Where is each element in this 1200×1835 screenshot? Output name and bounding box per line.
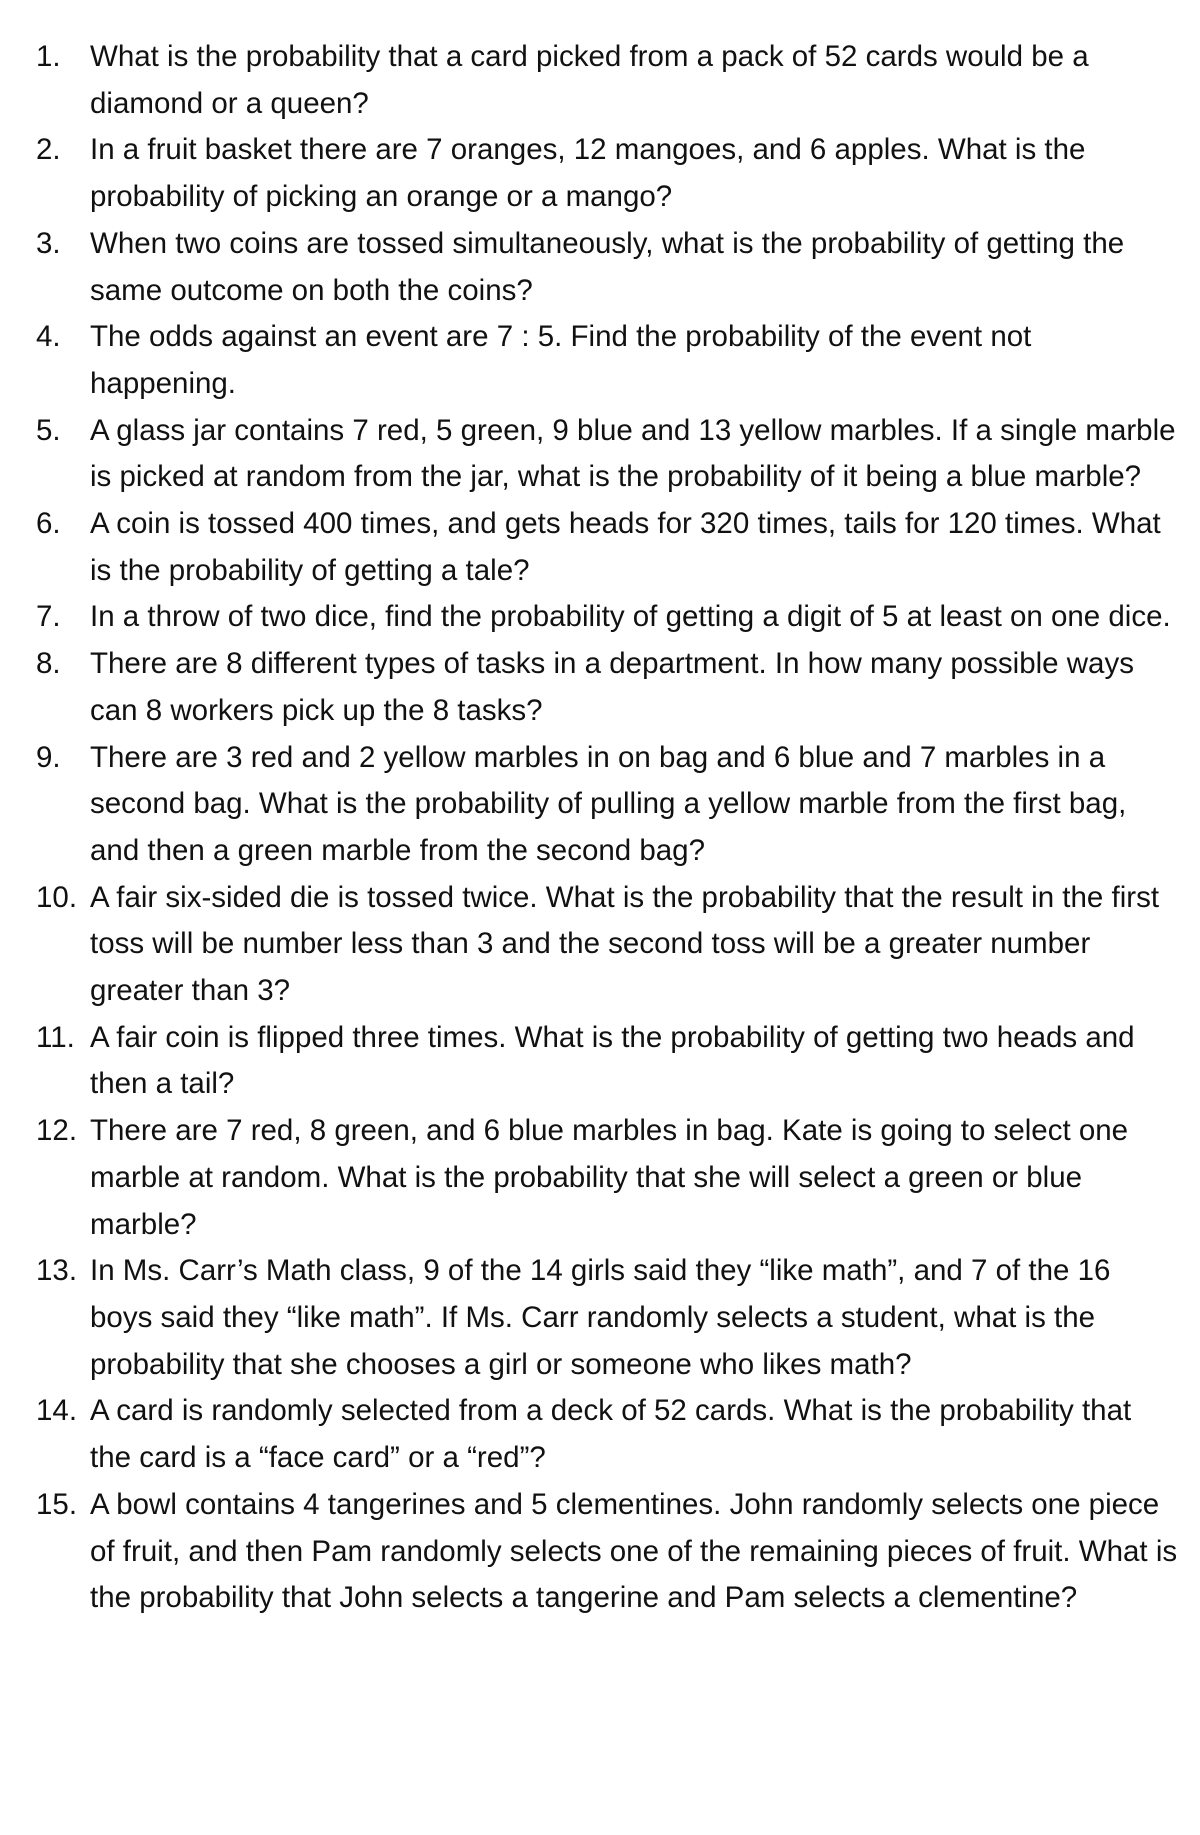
question-text: The odds against an event are 7 : 5. Find the probability of the event not happening.: [90, 320, 1032, 400]
question-item-5: [0, 408, 1200, 501]
question-item-12: [0, 1108, 1200, 1248]
question-number: 14.: [36, 1394, 78, 1428]
question-item-10: [0, 875, 1200, 1015]
question-item-11: [0, 1015, 1200, 1108]
question-item-13: [0, 1248, 1200, 1388]
question-number: 1.: [36, 40, 61, 73]
question-number: 7.: [36, 600, 61, 634]
question-number: 12.: [36, 1114, 78, 1148]
question-number: 10.: [36, 880, 78, 914]
question-number: 2.: [36, 133, 61, 167]
question-item-7: [0, 594, 1200, 641]
question-number: 3.: [36, 226, 61, 260]
question-text: In a fruit basket there are 7 oranges, 12 mangoes, and 6 apples. What is the probability of picking an orange or a mango?: [90, 133, 1086, 214]
question-number: 8.: [36, 647, 61, 681]
question-text: When two coins are tossed simultaneously, what is the probability of getting the same outcome on both the coins?: [90, 226, 1125, 307]
question-text: There are 7 red, 8 green, and 6 blue marbles in bag. Kate is going to select one marble at random. What is the probability that she will select a green or blue marble?: [90, 1114, 1129, 1241]
question-text: What is the probability that a card picked from a pack of 52 cards would be a diamond or a queen?: [90, 40, 1089, 120]
question-item-9: [0, 735, 1200, 875]
question-text: There are 8 different types of tasks in a department. In how many possible ways can 8 workers pick up the 8 tasks?: [90, 647, 1134, 727]
question-text: A bowl contains 4 tangerines and 5 clementines. John randomly selects one piece of fruit, and then Pam randomly selects one of the remaining pieces of fruit. What is the probability that John selects a tangerine and Pam selects a clementine?: [90, 1487, 1178, 1615]
question-text: A fair six-sided die is tossed twice. What is the probability that the result in the first toss will be number less than 3 and the second toss will be a greater number greater than 3?: [90, 880, 1160, 1008]
question-number: 6.: [36, 507, 61, 541]
question-item-3: [0, 221, 1200, 314]
question-number: 5.: [36, 413, 61, 447]
question-number: 4.: [36, 320, 61, 354]
question-item-1: [0, 34, 1200, 127]
question-item-14: [0, 1388, 1200, 1481]
question-number: 15.: [36, 1487, 78, 1521]
question-text: A coin is tossed 400 times, and gets heads for 320 times, tails for 120 times. What is the probability of getting a tale?: [90, 507, 1161, 587]
question-item-2: [0, 127, 1200, 220]
question-number: 11.: [36, 1020, 75, 1054]
question-item-6: [0, 501, 1200, 594]
question-number: 9.: [36, 740, 61, 774]
question-item-8: [0, 641, 1200, 734]
question-text: In a throw of two dice, find the probability of getting a digit of 5 at least on one dice.: [90, 600, 1171, 634]
question-number: 13.: [36, 1254, 78, 1288]
question-item-15: [0, 1482, 1200, 1622]
question-text: A card is randomly selected from a deck of 52 cards. What is the probability that the card is a “face card” or a “red”?: [90, 1394, 1132, 1475]
question-text: A glass jar contains 7 red, 5 green, 9 blue and 13 yellow marbles. If a single marble is picked at random from the jar, what is the probability of it being a blue marble?: [90, 413, 1176, 494]
question-text: A fair coin is flipped three times. What is the probability of getting two heads and then a tail?: [90, 1020, 1135, 1101]
question-list: [0, 34, 1200, 1622]
question-item-4: [0, 314, 1200, 407]
question-text: In Ms. Carr’s Math class, 9 of the 14 girls said they “like math”, and 7 of the 16 boys said they “like math”. If Ms. Carr randomly selects a student, what is the probability that she chooses a girl or someone who likes math?: [90, 1254, 1111, 1381]
question-text: There are 3 red and 2 yellow marbles in on bag and 6 blue and 7 marbles in a second bag. What is the probability of pulling a yellow marble from the first bag, and then a green marble from the second bag?: [90, 740, 1127, 867]
